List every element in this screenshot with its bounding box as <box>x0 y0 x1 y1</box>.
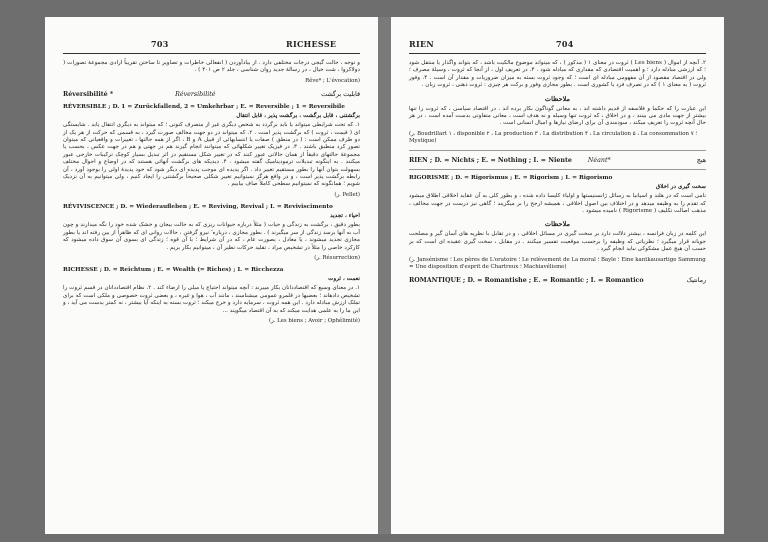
entry-lemma: RIGORISME ; D. = Rigorismus ; E. = Rigorism ; I. = Rigorismo <box>409 174 613 181</box>
entry-lemma: RÉVERSIBLE ; D. 1 = Zurückfallend, 2 = Umkehrbar ; E. = Reversible ; 1 = Reversibile <box>63 103 345 110</box>
entry-body: ۱. که تحت شرایطی میتواند یا باید برگردد به شخص دیگری غیر از متصرف کنونی ؛ که میتواند به دیگری انتقال یابد . شایستگی ای ( قیمت ، ثروت ) که برگشت پذیر است . ۲. که میتواند در دو جهت مخالف صورت گیرد ، به قسمی که حرکت از هر یک از دو طرف ممکن است : ( در منطق ) صفات یا انتسابهائی از قبیل A و B ، اگر از همه حالتها ، تغییرات و واقعیاتی که میتوان تصور کرد منطبق باشند . ۳. در فیزیک تغییر شکلهائی که میتوانند انجام گیرند هم در جهتی و هم در جهت عکس ، بحسب یا مجموعهٔ حالتهای دقیقاً از همان حالاتی عبور کنند که در تغییر شکل مستقیم در اثر تبدیل بسیار کوچک ترکیبات خارجی عبور میکنند . به اینگونه تبدیلات ترمودینامیک گفته میشود . ۴. دیدیکه های برگشت آنهائی هستند که در اوضاع و احوال مختلف بسهولت بتوان آنها را بطور مستقیم تغییر داد . اگر پدیده ای موجب پدیده ای دیگر شود که خود پدیدهٔ اولی را بوجود آورد ، آن رابطه برگشت پذیر است ، و در واقع هرگز نمیتوانیم تغییر شکلی صحیحاً برگشتنی را ایجاد کنیم ، ولی میتوانیم به آن نزدیک شویم ؛ همانگونه که نمیتوانیم سطحی کاملاً صاف بیابیم . <box>63 122 360 188</box>
divider <box>409 169 706 170</box>
entry-lemma: Réversibilité * <box>63 90 114 98</box>
entry-persian-title: هیچ <box>696 156 706 164</box>
entry-head-romantique <box>409 276 706 285</box>
left-page <box>45 17 378 534</box>
entry-body: نامی است که در هلند و اسپانیا به رسائل ژانسنیستها و اولیاء کلیسا داده شده ، و بطور کلی به آن عقاید اخلاقی اطلاق میشود که تقدم را به وظیفه میدهد و در اختلاف بین اصول اخلاقی ، همیشه ارجح را بر میگزیند ؛ گاهی نیز درست در جهت مخالف ، مذهب اصالت تکلیف ( Rigorisme ) نامیده میشود . <box>409 193 706 215</box>
entry-head-rigorisme <box>409 175 706 182</box>
entry-persian-title: سخت گیری در اخلاق <box>655 183 706 190</box>
book-gutter <box>378 17 391 534</box>
right-page <box>391 17 724 534</box>
entry-persian-title: احیاء ، تجدید <box>330 212 360 219</box>
reference-note: (ر. Boudrillart ۱ ، disponible ۲ ، La production ۳ ، La distribution ۴ ، La circulation ۵ ، La consommation ۷ ؛ Mystique) <box>409 130 698 144</box>
paragraph: ۲. آنچه از اموال ( Les biens ) ثروت در معنای ۱ ( مذکور ) ، که میتواند موضوع مالکیت باشد ، که بتواند واگذار یا منتقل شود ؛ که ارزشی مبادله دارد ؛ و اهمیت اقتصادی که مقداری که مبادله شود . ۳. در تعریف اول ، از آنجا که ثروت ، وسیلهٔ مصرف ؛ ولی در اقتصاد مقصود از آن مفهومی مبادله ای است ؛ که وجود ثروت بسته به میزان ضروریات و مقدار آن است . ۴. وفور ثروت ( به معنای ۱ ) که در تصرف فرد یا کشوری است . بطور مجازی وفور و برکت هر چیزی : ثروت ذهنی ، ثروت زبان . <box>409 60 706 89</box>
header-rule <box>63 53 360 54</box>
entry-head-richesse <box>63 267 360 274</box>
entry-head-reversible <box>63 104 360 111</box>
page-number: 704 <box>556 39 574 49</box>
entry-head-rien <box>409 156 706 165</box>
entry-lemma: RICHESSE ; D. = Reichtum ; E. = Wealth (= Riches) ; I. = Ricchezza <box>63 266 284 273</box>
entry-head-reversibilite <box>63 90 360 99</box>
entry-lemma: RIEN ; D. = Nichts ; E. = Nothing ; I. = Niente <box>409 156 572 164</box>
notes-body: این عبارت را که حکما و فلاسفه از قدیم داشته اند ، به معانی گوناگون بکار برده اند . در اقتصاد سیاسی ، که ثروت را تنها بیشتر از جهت مادی می بینند ، و در اخلاق ، که ثروت تنها وسیله و نه هدف است ، معانی متفاوتی بدست آمده است . در هر حال آنچه ثروت را تعریف میکند ، سودمندی آن برای ارضای نیازها و امیال انسانی است . <box>409 105 706 127</box>
reference-note: Rêve* ; L'évocation) <box>305 77 360 84</box>
reference-note: (ر. Pellet) <box>334 191 360 198</box>
running-head <box>409 39 706 53</box>
divider <box>409 150 706 151</box>
notes-heading: ملاحظات <box>544 220 571 229</box>
entry-body: ۱. در معنای وسیع که اقتصاددانان بکار میبرند : آنچه میتواند احتیاج یا میلی را ارضاء کند . ۲. نظام اقتصاددانان در قسم ثروت را تشخیص دادهاند ؛ بعضیها در قلمرو عمومی میشناسند ، مانند آب ، هوا و غیره ، و بعضی ثروت خصوصی و ملکی است که برای تملک ارزش مبادله دارد . این همه ثروت ، سرمایه دارد و خرج میکند ؛ ثروت بسته به اینکه آیا بیشتر ، نه کمتر بدست می آید ، و این ما را به علمی هدایت میکند که به آن اقتصاد میگویند ... <box>63 285 360 314</box>
entry-persian-title: قابلیت برگشت <box>321 90 360 98</box>
entry-persian-title: نعمت ، ثروت <box>328 275 360 282</box>
paragraph: و توجه ، حالت گیجی درجات مختلفی دارد . از بیادآوردن ( انفعالی خاطرات و تصاویر تا ساختن تقریباً ارادی مجموعهٔ تصورات ( دولاکروا ، شت خیال ، در رسالهٔ جدید روان شناسی ، جلد ۲ ص ۴۰۱ ) . <box>63 60 360 74</box>
entry-head-reviviscence <box>63 204 360 211</box>
header-rule <box>409 53 706 54</box>
running-head-word: RICHESSE <box>286 39 337 49</box>
entry-crossref: Néant* <box>587 156 611 164</box>
entry-lemma: ROMANTIQUE ; D. = Romantishe ; E. = Romantic ; I. = Romantico <box>409 276 644 284</box>
entry-lemma: RÉVIVISCENCE ; D. = Wiederaufleben ; E. = Reviving, Revival ; I. = Reviviscimento <box>63 203 333 210</box>
reference-note: (ر. Résurrection) <box>314 254 360 261</box>
entry-body: بطور دقیق ، برگشت به زندگی و حیات ( مثلاً درباره حیوانات ریزی که به حالت بیجان و خشک شده خود را نگه میدارند و چون آب به آنها برسد زندگی از سر میگیرند ) . بطور مجازی ، درباره ٔ نیرو گرفتن ، حالات روانی ای که ظاهراً از بین رفته اند یا بطور مجازی تجدید میشوند ، یا معادل ، بصورت عام ، که در آن شرایط ؛ با آن قوه ؛ زندگی ای بسوی آن سوق داده میشود که کارکرد خاصی را مثلاً در تشخیص مراد ، تقلید حرکات نظیر آن ، میتوانیم بکار بریم . <box>63 222 360 251</box>
entry-persian-title: برگشتنی ، قابل برگشت ، برگشت پذیر ، قابل انتقال <box>236 112 360 119</box>
reference-note: (ر. Jansénisme ؛ Les pères de L'oratoire ؛ Le relèvement de La moral ؛ Bayle ؛ Eine kantkausartige Sammung = Une disposition d'esprit de Chartreux ؛ Machiavélisme) <box>409 256 706 270</box>
entry-persian-title: رمانتیک <box>686 276 706 284</box>
page-number: 703 <box>151 39 169 49</box>
notes-body: این کلمه در زبان فرانسه ، بیشتر دلالت دارد بر سخت گیری در مسائل اخلاقی ، و در تقابل با نظریه های آسان گیر و مصلحت جویانه قرار میگیرد ؛ نظریاتی که وظیفه را برحسب موقعیت تفسیر میکنند . در مقابل ، سخت گیری عقیده ای است که بر حسب آن هیچ عمل مشکوکی نباید انجام گیرد . <box>409 231 706 253</box>
running-head <box>63 39 360 53</box>
reference-note: (ر. Les biens ; Avoir ; Ophélimité) <box>268 317 360 324</box>
notes-heading: ملاحظات <box>544 94 571 103</box>
running-head-word: RIEN <box>409 39 435 49</box>
entry-crossref: Réversibilité <box>175 90 216 98</box>
